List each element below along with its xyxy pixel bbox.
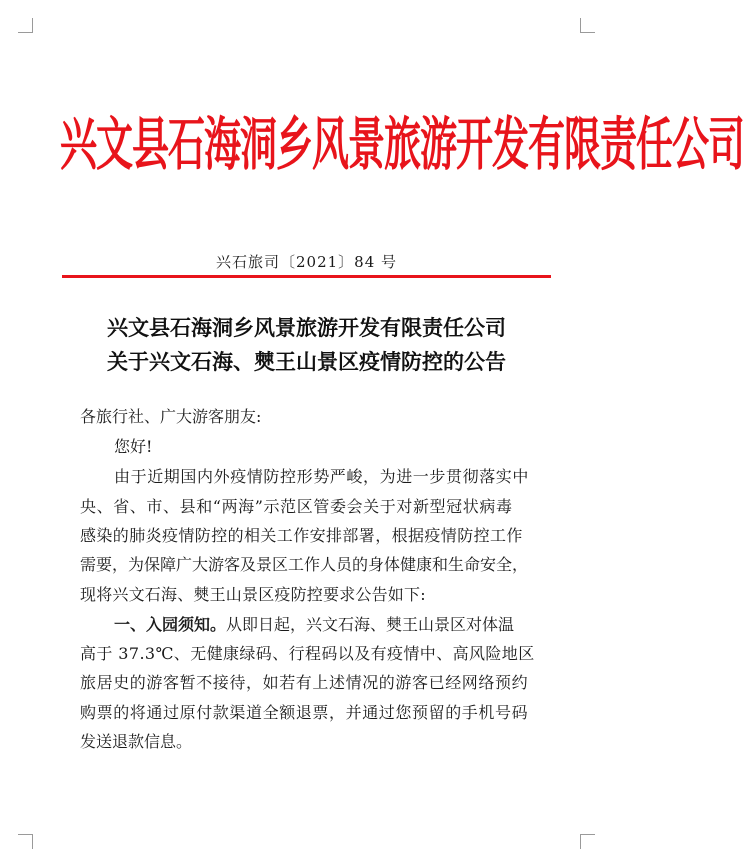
crop-mark-top-right bbox=[580, 18, 595, 33]
section-1-first-line bbox=[114, 612, 514, 635]
red-header-organization: 兴文县石海洞乡风景旅游开发有限责任公司 bbox=[60, 109, 744, 179]
document-number: 兴石旅司〔2021〕84 号 bbox=[215, 253, 398, 271]
section-1-line: 旅居史的游客暂不接待，如若有上述情况的游客已经网络预约 bbox=[80, 673, 529, 692]
title-line-2: 关于兴文石海、僰王山景区疫情防控的公告 bbox=[107, 349, 506, 374]
section-1-line: 发送退款信息。 bbox=[80, 732, 193, 751]
section-1-line: 高于 37.3℃、无健康绿码、行程码以及有疫情中、高风险地区 bbox=[80, 644, 535, 663]
crop-mark-bottom-right bbox=[580, 834, 595, 849]
greeting: 您好! bbox=[114, 437, 153, 456]
crop-mark-top-left bbox=[18, 18, 33, 33]
section-1-heading: 一、入园须知。 bbox=[114, 615, 227, 634]
title-line-1: 兴文县石海洞乡风景旅游开发有限责任公司 bbox=[107, 315, 506, 340]
intro-line: 央、省、市、县和“两海”示范区管委会关于对新型冠状病毒 bbox=[80, 497, 513, 516]
red-separator-line bbox=[62, 275, 551, 278]
salutation: 各旅行社、广大游客朋友: bbox=[80, 407, 262, 426]
intro-line: 感染的肺炎疫情防控的相关工作安排部署，根据疫情防控工作 bbox=[80, 526, 523, 545]
intro-line: 需要，为保障广大游客及景区工作人员的身体健康和生命安全， bbox=[80, 555, 529, 574]
section-1-first-line-text: 从即日起，兴文石海、僰王山景区对体温 bbox=[226, 615, 515, 634]
intro-line: 由于近期国内外疫情防控形势严峻，为进一步贯彻落实中 bbox=[114, 467, 530, 486]
intro-line: 现将兴文石海、僰王山景区疫防控要求公告如下: bbox=[80, 585, 426, 604]
crop-mark-bottom-left bbox=[18, 834, 33, 849]
section-1-line: 购票的将通过原付款渠道全额退票，并通过您预留的手机号码 bbox=[80, 703, 529, 722]
